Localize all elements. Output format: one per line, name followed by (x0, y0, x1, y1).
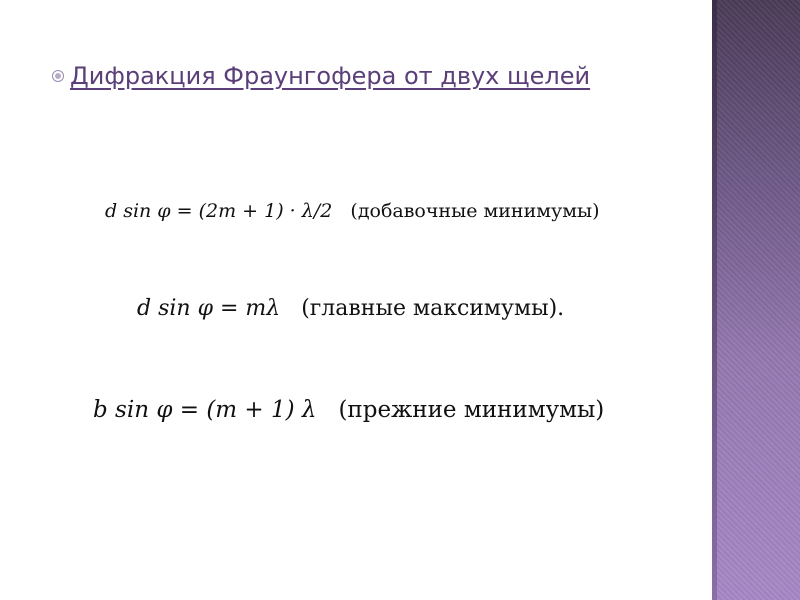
formula-expression: d sin φ = (2m + 1) · λ/2 (105, 200, 333, 222)
decorative-side-bar (712, 0, 800, 600)
formula-principal-maxima (137, 296, 564, 321)
formula-expression: b sin φ = (m + 1) λ (93, 397, 317, 423)
formula-description: (прежние минимумы) (338, 397, 605, 423)
formula-previous-minima (93, 397, 604, 423)
formula-additional-minima (105, 200, 600, 222)
bullet-item (52, 62, 590, 90)
heading-link[interactable]: Дифракция Фраунгофера от двух щелей (70, 62, 591, 90)
formula-expression: d sin φ = mλ (137, 296, 281, 321)
formula-description: (главные максимумы). (301, 296, 565, 321)
formula-description: (добавочные минимумы) (350, 200, 600, 222)
bullet-circle-icon (52, 70, 64, 82)
